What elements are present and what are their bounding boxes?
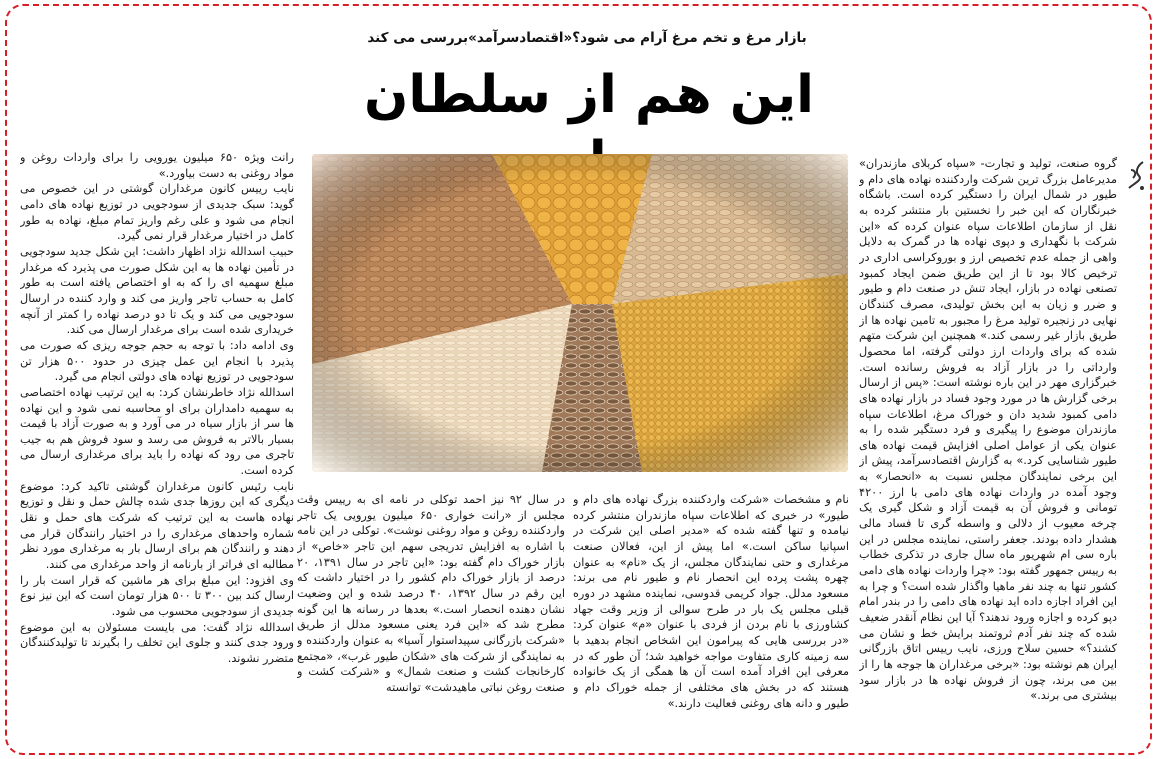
sarāmad-logo bbox=[1121, 158, 1151, 198]
column-paragraph: نام و مشخصات «شرکت واردکننده بزرگ نهاده های دام و طیور» در خبری که اطلاعات سپاه مازندران منتشر کرده نیامده و تنها گفته شده که «مدیر اصلی این شرکت در اسپانیا ساکن است.» اما پیش از این، فعالان صنعت مرغداری و حتی نمایندگان مجلس، از یک «نام» به عنوان چهره پشت پرده این انحصار نام و طیور نام می برند: مسعود مدلل. جواد کریمی قدوسی، نماینده مشهد در دوره قبلی مجلس یک بار در طرح سوالی از وزیر وقت جهاد کشاورزی با نام بردن از فردی با عنوان «م» عنوان کرد: «در بررسی هایی که پیرامون این اشخاص انجام بدهید با سه زمینه کاری متفاوت مواجه خواهید شد؛ آن طور که در معرفی این افراد آمده است آن ها همگی از یک خانواده هستند که در بخش های مختلفی از جمله خوراک دام و طیور و دانه های روغنی فعالیت دارند.» bbox=[573, 493, 849, 710]
column-paragraph: نایب رییس کانون مرغداران گوشتی در این خصوص می گوید: سبک جدیدی از سودجویی در توزیع نهاده های دامی انجام می شود و علی رغم واریز تمام مبلغ، نهاده به طور کامل در اختیار مرغدار قرار نمی گیرد. bbox=[20, 182, 294, 243]
article-column-right bbox=[859, 156, 1117, 734]
article-headline: این هم از سلطان bbox=[364, 65, 814, 125]
column-paragraph: اسدالله نژاد خاطرنشان کرد: به این ترتیب نهاده اختصاصی به سهمیه دامداران برای او محاسبه نمی شود و این نهاده ها سر از بازار سیاه در می آورد و به صورت آزاد با قیمت بسیار بالاتر به فروش می رسد و سود فروش هم به جیب تاجری می رود که نهاده را باید برای مرغداری ارسال می کرده است. bbox=[20, 385, 294, 478]
article-kicker: بازار مرغ و تخم مرغ آرام می شود؟«اقتصادسرآمد»بررسی می کند bbox=[367, 30, 807, 46]
article-column-middle-left bbox=[297, 492, 565, 738]
column-paragraph: وی ادامه داد: با توجه به حجم جوجه ریزی که صورت می پذیرد با انجام این عمل چیزی در حدود ۵۰۰ هزار تن سودجویی در توزیع نهاده های دولتی انجام می گیرد. bbox=[20, 338, 294, 384]
publication-logo-icon bbox=[1123, 158, 1149, 198]
article-column-middle-right bbox=[573, 492, 849, 738]
article-column-left bbox=[20, 150, 294, 742]
column-paragraph: گروه صنعت، تولید و تجارت- «سپاه کربلای مازندران» مدیرعامل بزرگ ترین شرکت واردکننده نهاده های دام و طیور در شمال ایران را دستگیر کرده است. باشگاه خبرنگاران که این خبر را نخستین بار منتشر کرده به نقل از سازمان اطلاعات سپاه عنوان کرده که «این شرکت با نگهداری و دپوی نهاده ها در گمرک به دلایل واهی از جمله عدم تخصیص ارز و بوروکراسی اداری در ترخیص کالا بود تا از این طریق ضمن ایجاد کمبود تصنعی نهاده در بازار، ایجاد تنش در صنعت دام و طیور و ضرر و زیان به این بخش تولیدی، مصرف کنندگان نهایی در زنجیره تولید مرغ را مجبور به تامین نهاده ها از طریق بازار غیر رسمی کند.» همچنین این شرکت متهم شده که برای واردات ارز دولتی گرفته، اما محصول وارداتی را در بازار آزاد به فروش رسانده است. خبرگزاری مهر در این باره نوشته است: «پس از ارسال برخی گزارش ها در مورد وجود فساد در بازار نهاده های دامی کمبود شدید دان و خوراک مرغ، اطلاعات سپاه مازندران موضوع را پیگیری و فرد دستگیر شده را به عنوان یکی از عوامل اصلی افزایش قیمت نهاده های طیور شناسایی کرد.» به گزارش اقتصادسرآمد، پیش از این برخی نمایندگان مجلس نسبت به «انحصار» به وجود آمده در واردات نهاده های دامی با ارز ۴۲۰۰ تومانی و فروش آن به قیمت آزاد و شکل گیری یک چرخه معیوب از دلالی و واسطه گری تا فساد مالی هشدار داده بودند. جعفر راستی، نماینده مجلس در این باره سی ام شهریور ماه سال جاری در تذکری خطاب به رییس جمهور گفته بود: «چرا واردات نهاده های دامی کشور تنها به چند نفر ماهیا واگذار شده است؟ و چرا به این افراد اجازه داده اید نهاده های دامی را در بندر امام دپو کرده و اجازه ورود ندهند؟ آیا این نظام آنقدر ضعیف شده که چند نفر آدم ثروتمند برایش خط و نشان می کشند؟» حسین سلاح ورزی، نایب رییس اتاق بازرگانی ایران هم نوشته بود: «برخی مرغداران ها جوجه ها را از بین می برند، چون از فروش نهاده ها در بازار سود بیشتری می برند.» bbox=[859, 157, 1117, 703]
column-paragraph: اسدالله نژاد گفت: می بایست مسئولان به این موضوع ورود جدی کنند و جلوی این تخلف را بگیرند تا تولیدکنندگان متضرر نشوند. bbox=[20, 620, 294, 665]
column-paragraph: حبیب اسدالله نژاد اظهار داشت: این شکل جدید سودجویی در تأمین نهاده ها به این شکل صورت می پذیرد که مرغدار مبلغ سهمیه ای را که به او اختصاص یافته است به طور کامل به حساب تاجر واریز می کند و وارد کننده در ارسال سودجویی می کند و یک تا دو درصد نهاده را کمتر از آنچه خریداری شده است برای مرغدار ارسال می کند. bbox=[20, 244, 294, 337]
grain-photo bbox=[312, 154, 848, 472]
column-paragraph: رانت ویژه ۶۵۰ میلیون یورویی را برای واردات روغن و مواد روغنی به دست بیاورد.» bbox=[20, 151, 294, 180]
column-paragraph: در سال ۹۲ نیز احمد توکلی در نامه ای به رییس وقت مجلس از «رانت خواری ۶۵۰ میلیون یورویی یک تاجر واردکننده روغن و مواد روغنی نوشت». توکلی در این نامه با اشاره به افزایش تدریجی سهم این تاجر «خاص» از بازار خوراک دام گفته بود: «این تاجر در سال ۱۳۹۱، ۲۰ درصد از بازار خوراک دام کشور را در اختیار داشت که این رقم در سال ۱۳۹۲، ۴۰ درصد شده و این وضعیت نشان دهنده انحصار است.» بعدها در رسانه ها این گونه مطرح شد که «این فرد یعنی مسعود مدلل از طریق «شرکت بازرگانی سپیداستوار آسیا» به عنوان واردکننده و به نمایندگی از شرکت های «شکان طیور غرب»، «مجتمع کارخانجات کشت و صنعت شمال» و «شرکت کشت و صنعت روغن نباتی ماهیدشت» توانسته bbox=[297, 493, 565, 694]
column-paragraph: نایب رئیس کانون مرغداران گوشتی تاکید کرد: موضوع دیگری که این روزها جدی شده چالش حمل و نقل و توزیع نهاده هاست به این ترتیب که شرکت های حمل و نقل شماره واحدهای مرغداری را در اختیار رانندگان قرار می دهند و رانندگان هم برای ارسال بار به مرغداری مورد نظر مطالبه ای فراتر از بارنامه از واحد مرغداری می کنند. bbox=[20, 479, 294, 572]
column-paragraph: وی افزود: این مبلغ برای هر ماشین که قرار است بار را ارسال کند بین ۳۰۰ تا ۵۰۰ هزار تومان است که این نیز نوع جدیدی از سودجویی محسوب می شود. bbox=[20, 573, 294, 619]
